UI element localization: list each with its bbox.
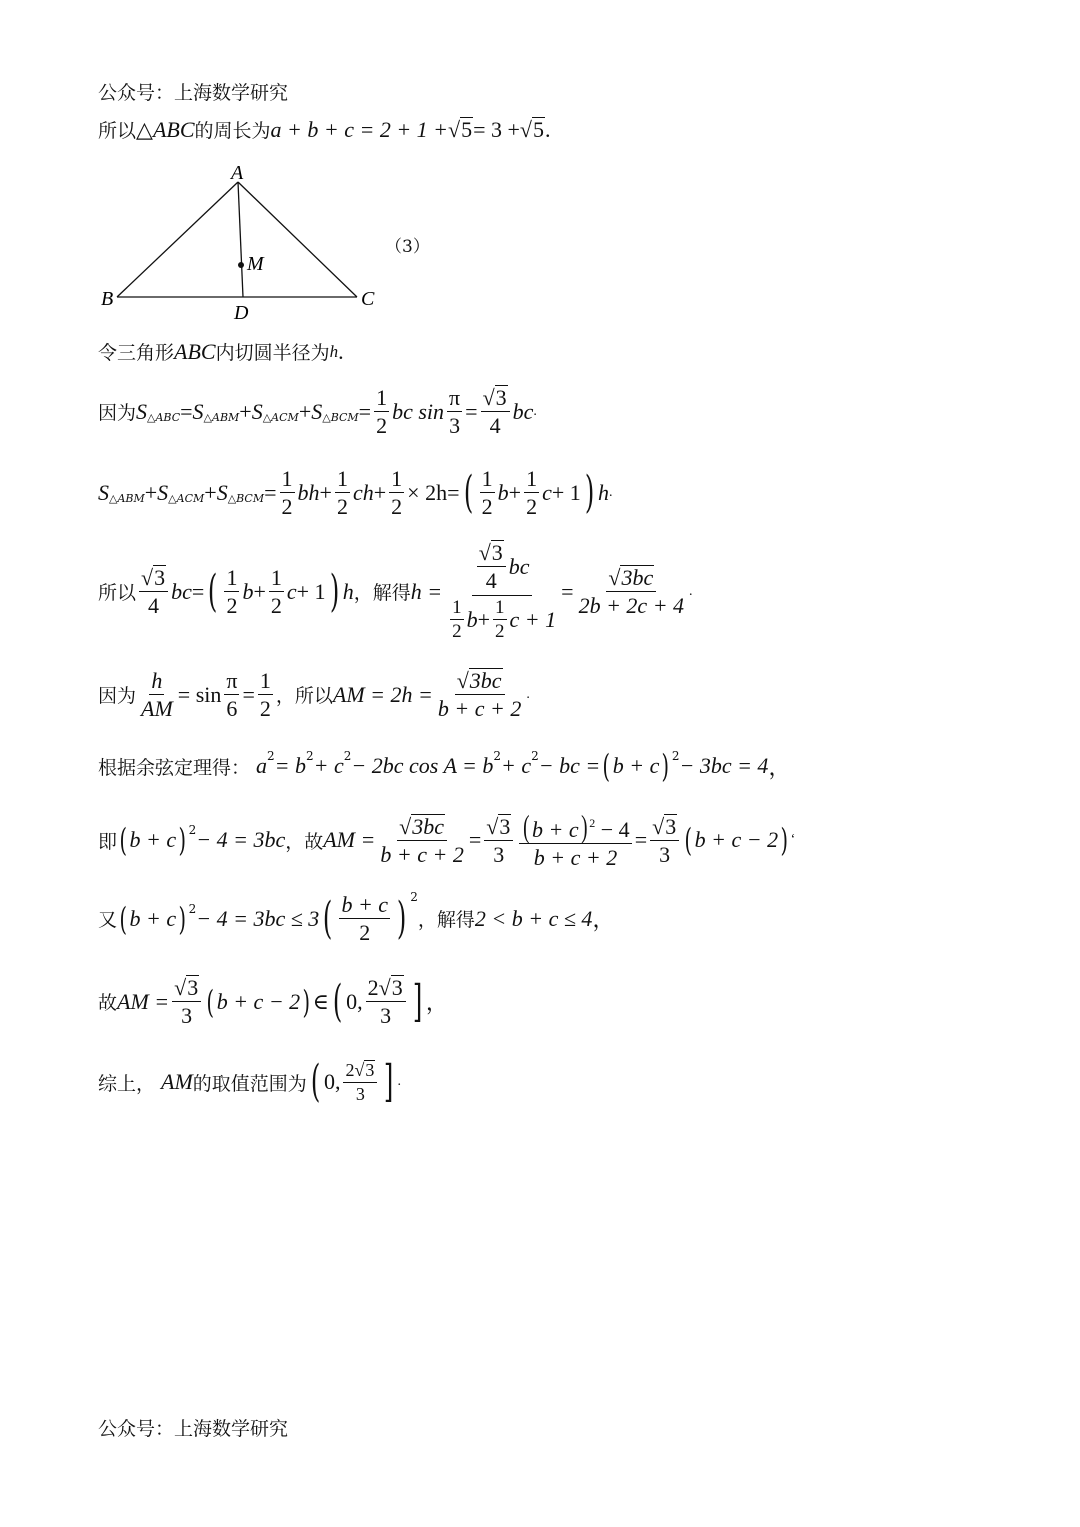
fraction: $\frac{1}{2}$ bbox=[481, 466, 493, 520]
fraction: √ 3 3 bbox=[650, 814, 679, 868]
text: 内切圆半径为 bbox=[215, 342, 330, 364]
period: . bbox=[689, 583, 693, 599]
point-M bbox=[238, 262, 244, 268]
fraction: $\frac{1}{2}$ bbox=[281, 466, 293, 520]
period: . bbox=[608, 484, 613, 500]
fraction: $\frac{1}{2}$ bbox=[336, 466, 348, 520]
formula: × 2h bbox=[407, 479, 448, 505]
op: = bbox=[264, 479, 277, 505]
formula: bc bbox=[512, 398, 534, 424]
op: + bbox=[239, 398, 252, 424]
formula: + 1 bbox=[551, 479, 581, 505]
paren-right: ) bbox=[329, 565, 339, 617]
var-S: S bbox=[192, 398, 204, 424]
fraction: $\frac{\pi}{6}$ bbox=[226, 668, 238, 722]
op: + bbox=[144, 479, 158, 505]
fraction: $\frac{1}{2}$ bbox=[391, 466, 403, 520]
incircle-line bbox=[98, 338, 344, 365]
solve-h-line bbox=[98, 540, 693, 643]
segment-AD bbox=[238, 182, 243, 297]
fraction: $\frac{1}{2}$ bbox=[270, 564, 282, 619]
side-AB bbox=[117, 182, 238, 297]
header-text: 公众号：上海数学研究 bbox=[98, 82, 289, 104]
radicand: 5 bbox=[533, 116, 544, 142]
var-c: c bbox=[286, 578, 297, 604]
fraction: $\frac{1}{2}$ bbox=[259, 668, 271, 722]
fraction: √ 3 3 bbox=[484, 814, 513, 868]
period: . bbox=[533, 403, 537, 419]
var-a: a bbox=[256, 753, 268, 778]
var-h: h bbox=[597, 479, 609, 505]
op: + bbox=[253, 578, 266, 604]
var-h: h bbox=[329, 341, 339, 361]
period: . bbox=[545, 116, 551, 142]
text: 即 bbox=[98, 830, 118, 853]
var-abc: ABC bbox=[174, 338, 216, 364]
label-B: B bbox=[101, 288, 114, 310]
op: = bbox=[465, 398, 478, 424]
op: = bbox=[191, 578, 205, 604]
op: + bbox=[298, 398, 312, 424]
am-range-line: 故 AM = √ 3 3 ( b + c − 2 ) ∈ ( 0, 2√ 3 3 ] ， bbox=[98, 975, 448, 1029]
triangle-symbol: △ bbox=[136, 116, 153, 142]
complex-fraction: √ 3 4 bc $\frac{1}{2}$ b + $\frac{1}{2}$ c + 1 bbox=[452, 540, 557, 643]
op: + bbox=[508, 479, 522, 505]
label-D: D bbox=[234, 302, 249, 324]
paren-left: ( bbox=[208, 565, 218, 617]
var-b: b bbox=[242, 578, 254, 604]
bracket-right: ] bbox=[412, 975, 423, 1027]
var-h: h bbox=[342, 578, 354, 604]
text: 综上， bbox=[98, 1072, 156, 1095]
text: ，解得 bbox=[353, 582, 411, 605]
area-line-1 bbox=[98, 385, 537, 439]
label-M: M bbox=[247, 253, 264, 275]
text: 又 bbox=[98, 909, 118, 932]
var-c: c bbox=[542, 479, 552, 505]
part-label: （3） bbox=[385, 237, 430, 257]
paren-left: ( bbox=[310, 1056, 321, 1108]
subscript: △ABM bbox=[109, 492, 145, 506]
cosine-line: 根据余弦定理得： a 2 = b 2 + c 2 − 2bc cos A = b 2 + c 2 − bc = ( b + c ) 2 − 3bc = 4 ， bbox=[98, 747, 791, 785]
op: = bbox=[447, 479, 460, 505]
paren-left: ( bbox=[332, 975, 343, 1027]
am-simplify-line: 即 ( b + c ) 2 − 4 = 3bc ，故 AM = √ 3bc b + c + 2 = √ 3 3 $\frac{(b + c) ^2 - 4}{b + c + 2}$ = √ 3 3 ( b + c − 2 ) ‘ bbox=[98, 808, 796, 871]
fraction: $\frac{1}{2}$ bbox=[526, 466, 538, 520]
text: 所以 bbox=[98, 120, 137, 142]
var-AM: AM bbox=[161, 1069, 193, 1095]
bracket-right: ] bbox=[384, 1056, 394, 1108]
text: 的取值范围为 bbox=[192, 1072, 307, 1095]
side-AC bbox=[238, 182, 357, 297]
var-S: S bbox=[98, 479, 109, 505]
paren-left: ( bbox=[463, 466, 473, 518]
perimeter-line: 所以 △ ABC 的周长为 a + b + c = 2 + 1 + √ 5 = 3 + √ 5 . bbox=[98, 116, 551, 142]
text: 故 bbox=[98, 992, 118, 1015]
op: + bbox=[319, 479, 332, 505]
subscript: △BCM bbox=[227, 492, 265, 506]
fraction: $\frac{\pi}{3}$ bbox=[449, 385, 461, 439]
text: 的周长为 bbox=[194, 120, 271, 142]
formula: ch bbox=[352, 479, 374, 505]
fraction: $\frac{(b + c) ^2 - 4}{b + c + 2}$ bbox=[519, 810, 631, 871]
op: + bbox=[204, 479, 217, 505]
formula: a + b + c = 2 + 1 + bbox=[270, 116, 449, 142]
subscript: △ACM bbox=[262, 411, 299, 425]
text: ，所以 bbox=[275, 685, 333, 708]
fraction: √ 3bc b + c + 2 bbox=[380, 813, 464, 867]
fraction: $\frac{h}{AM}$ bbox=[141, 668, 173, 722]
fraction: √ 3 4 bbox=[139, 565, 168, 619]
subscript: △ABM bbox=[203, 411, 240, 425]
triangle-figure bbox=[95, 160, 395, 325]
op: = bbox=[242, 681, 255, 707]
formula: bh bbox=[297, 479, 320, 505]
period: . bbox=[338, 338, 344, 364]
formula: AM = 2h = bbox=[332, 681, 433, 707]
op: = bbox=[561, 578, 574, 604]
subscript: △ACM bbox=[168, 492, 205, 506]
formula: = 3 + bbox=[473, 116, 520, 142]
text: 所以 bbox=[98, 582, 137, 605]
fraction: $\frac{1}{2}$ bbox=[226, 564, 238, 619]
text: 因为 bbox=[98, 402, 137, 425]
area-line-2 bbox=[98, 466, 612, 520]
subscript: △BCM bbox=[322, 411, 359, 425]
period: . bbox=[526, 686, 530, 702]
label-C: C bbox=[361, 288, 375, 310]
text: ，解得 bbox=[417, 909, 475, 932]
var-b: b bbox=[497, 479, 509, 505]
text: 令三角形 bbox=[98, 342, 175, 364]
var-abc: ABC bbox=[152, 116, 195, 142]
formula: bc bbox=[171, 578, 192, 604]
formula: bc sin bbox=[392, 398, 445, 424]
op: = bbox=[180, 398, 193, 424]
op: = bbox=[358, 398, 372, 424]
conclusion-line: 综上， AM 的取值范围为 ( 0, 2√ 3 3 ] . bbox=[98, 1056, 402, 1108]
radicand: 5 bbox=[461, 116, 473, 142]
am-line bbox=[98, 668, 530, 722]
var-S: S bbox=[311, 398, 323, 424]
fraction: $\frac{b + c}{2}$ bbox=[341, 892, 389, 946]
fraction: $\frac{1}{2}$ bbox=[376, 385, 388, 439]
fraction: 2√ 3 3 bbox=[366, 975, 406, 1029]
label-A: A bbox=[231, 162, 244, 184]
text: 因为 bbox=[98, 685, 137, 708]
formula: + 1 bbox=[296, 578, 326, 604]
fraction: √ 3 3 bbox=[172, 975, 201, 1029]
var-S: S bbox=[157, 479, 169, 505]
footer-text: 公众号：上海数学研究 bbox=[98, 1418, 289, 1440]
formula: = sin bbox=[177, 681, 222, 707]
fraction: √ 3bc 2b + 2c + 4 bbox=[578, 564, 685, 619]
fraction: 2√ 3 3 bbox=[343, 1060, 377, 1104]
fraction: √ 3 4 bbox=[481, 385, 510, 439]
paren-right: ) bbox=[584, 466, 595, 518]
op: + bbox=[373, 479, 387, 505]
inequality-line: 又 ( b + c ) 2 − 4 = 3bc ≤ 3 ( $\frac{b + c}{2}$ ) 2 ，解得 2 < b + c ≤ 4 ， bbox=[98, 889, 615, 946]
paren-left: ( bbox=[323, 892, 333, 944]
formula: h = bbox=[410, 578, 443, 604]
var-S: S bbox=[136, 398, 148, 424]
subscript: △ABC bbox=[147, 411, 181, 425]
fraction: √ 3bc b + c + 2 bbox=[437, 668, 522, 722]
text: 根据余弦定理得： bbox=[98, 756, 251, 779]
var-S: S bbox=[251, 398, 263, 424]
paren-right: ) bbox=[396, 892, 407, 944]
text: ，故 bbox=[285, 830, 324, 853]
var-S: S bbox=[216, 479, 228, 505]
